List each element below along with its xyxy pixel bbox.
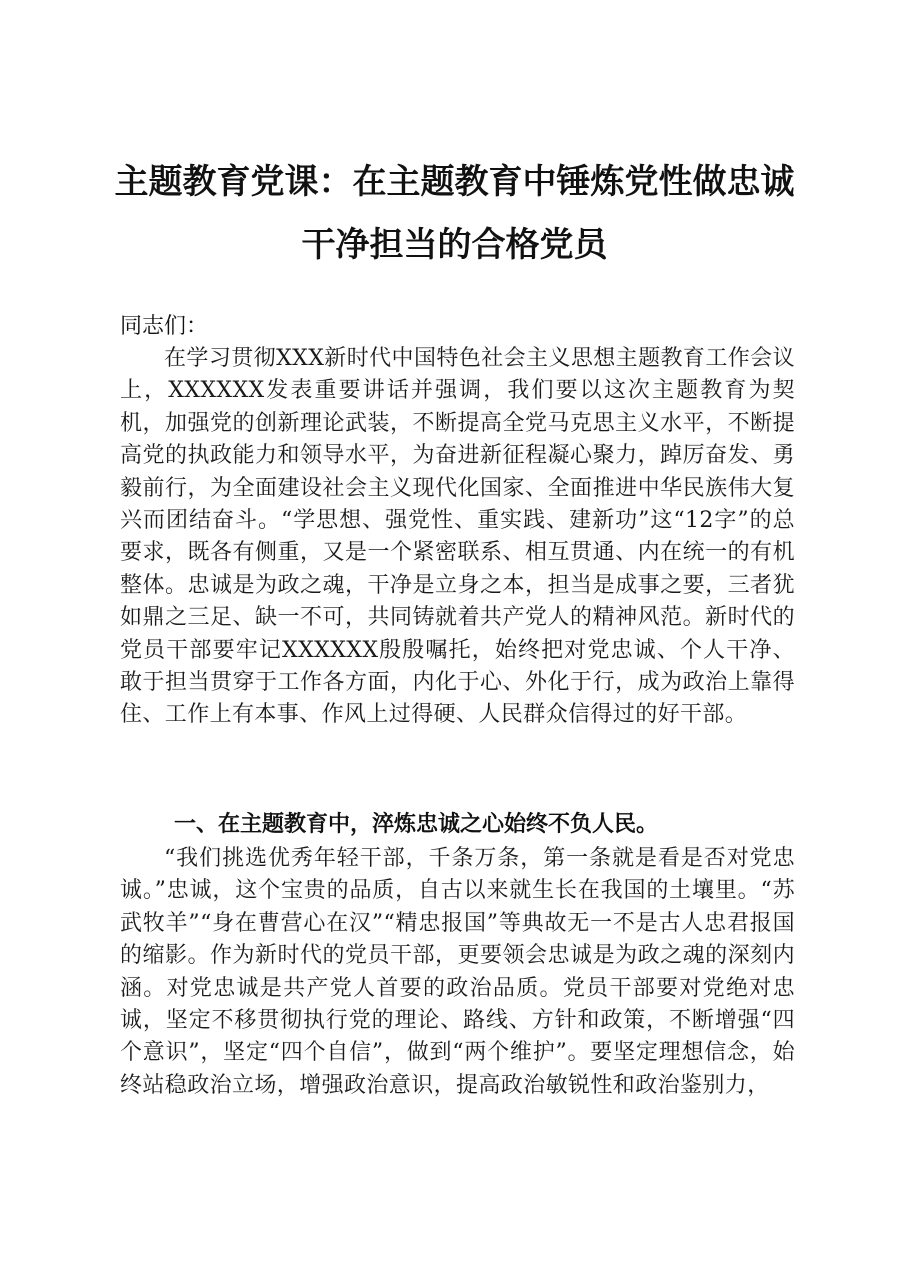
salutation: 同志们： <box>120 314 209 339</box>
body-paragraph-2: “我们挑选优秀年轻干部，千条万条，第一条就是看是否对党忠诚。”忠诚，这个宝贵的品质，自古以来就生长在我国的土壤里。“苏武牧羊”“身在曹营心在汉”“精忠报国”等典故无一不是古人忠君报国的缩影。作为新时代的党员干部，更要领会忠诚是为政之魂的深刻内涵。对党忠诚是共产党人首要的政治品质。党员干部要对党绝对忠诚，坚定不移贯彻执行党的理论、路线、方针和政策，不断增强“四个意识”，坚定“四个自信”，做到“两个维护”。要坚定理想信念，始终站稳政治立场，增强政治意识，提高政治敏锐性和政治鉴别力， <box>120 846 795 1098</box>
body-paragraph-1: 在学习贯彻XXX新时代中国特色社会主义思想主题教育工作会议上，XXXXXX发表重要讲话并强调，我们要以这次主题教育为契机，加强党的创新理论武装，不断提高全党马克思主义水平，不断提高党的执政能力和领导水平，为奋进新征程凝心聚力，踔厉奋发、勇毅前行，为全面建设社会主义现代化国家、全面推进中华民族伟大复兴而团结奋斗。“学思想、强党性、重实践、建新功”这“12字”的总要求，既各有侧重，又是一个紧密联系、相互贯通、内在统一的有机整体。忠诚是为政之魂，干净是立身之本，担当是成事之要，三者犹如鼎之三足、缺一不可，共同铸就着共产党人的精神风范。新时代的党员干部要牢记XXXXXX殷殷嘱托，始终把对党忠诚、个人干净、敢于担当贯穿于工作各方面，内化于心、外化于行，成为政治上靠得住、工作上有本事、作风上过得硬、人民群众信得过的好干部。 <box>120 346 795 728</box>
document-title-line-1: 主题教育党课：在主题教育中锤炼党性做忠诚 <box>114 162 795 202</box>
document-title-line-2: 干净担当的合格党员 <box>301 225 608 265</box>
section-heading-1: 一、在主题教育中，淬炼忠诚之心始终不负人民。 <box>174 812 659 837</box>
